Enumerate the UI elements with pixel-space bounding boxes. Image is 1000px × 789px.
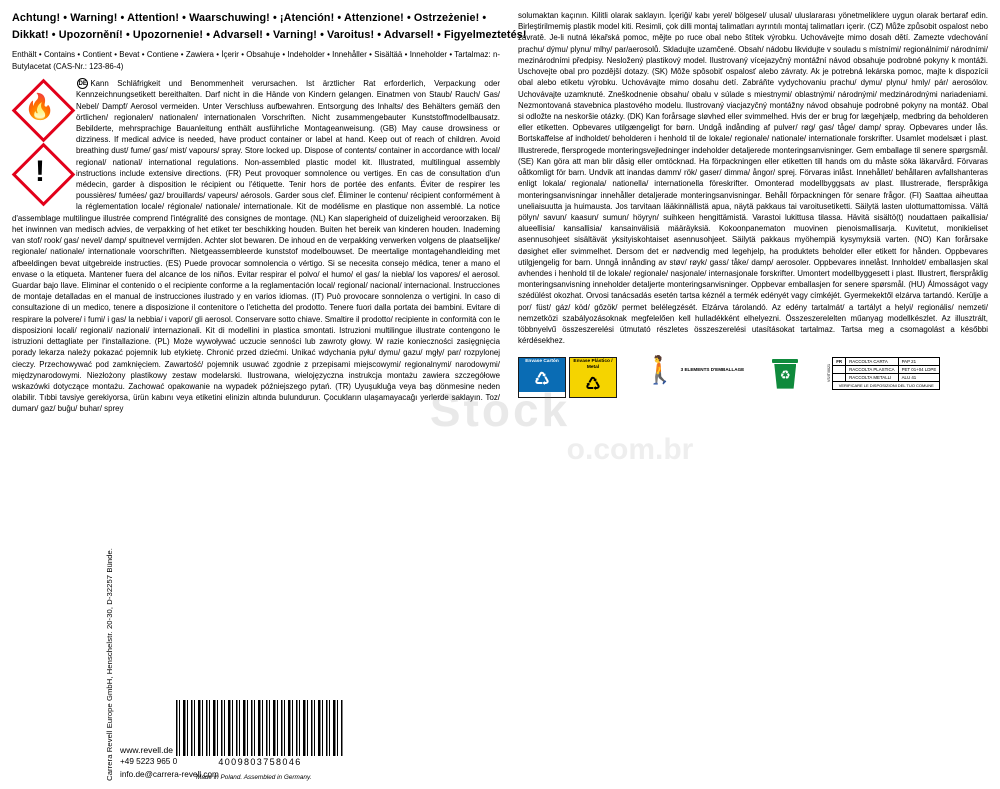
envase-carton-title: Envase Cartón [519, 358, 565, 366]
raccolta-cell: RACCOLTA PLASTICA [846, 365, 898, 373]
made-in-statement: Made in Poland. Assembled in Germany. [196, 774, 312, 781]
warning-headline [12, 10, 527, 43]
warning-headline-line-2: Dikkat! • Upozornění! • Upozornenie! • Advarsel! • Varning! • Varoitus! • Advarsel! • Figyelmeztetés! [12, 28, 527, 41]
envase-carton-symbol [518, 357, 566, 399]
email-address[interactable]: info.de@carrera-revell.com [120, 769, 219, 779]
left-safety-text: DE Kann Schläfrigkeit und Benommenheit verursachen. Ist ärztlicher Rat erforderlich, Verpackung oder Kennzeichnungsetikett bereithalten. Darf nicht in die Hände von Kindern gelangen. Einatmen von Staub/ Rauch/ Gas/ Nebel/ Dampf/ Aerosol vermeiden. Unter Verschluss aufbewahren. Entsorgung des Inhalts/ des Behälters gemäß den örtlichen/ regionalen/ nationalen/ internationalen Vorschriften. Nicht zusammengebauter Kunststoffmodellbausatz. Bebilderte, mehrsprachige Bauanleitung enthält ausführliche Montageanweisung. (GB) May cause drowsiness or dizziness. If medical advice is needed, have product container or label at hand. Keep out of reach of children. Avoid breathing dust/ fume/ gas/ mist/ vapours/ spray. Store locked up. Dispose of contents/ container in accordance with local/ regional/ national/ international regulations. Non-assembled plastic model kit. Illustrated, multilingual assembly instructions include extensive directions. (FR) Peut provoquer somnolence ou vertiges. En cas de consultation d'un médecin, garder à disposition le récipient ou l'étiquette. Tenir hors de portée des enfants. Éviter de respirer les poussières/ fumées/ gaz/ brouillards/ vapeurs/ aérosols. Garder sous clef. Éliminer le contenu/ récipient conformément à la réglementation locale/ régionale/ nationale/ internationale. Kit de modélisme en plastique non assemblé. La notice d'assemblage multilingue illustrée comprend l'intégralité des consignes de montage. (NL) Kan slaperigheid of duizeligheid veroorzaken. Bij het inwinnen van medisch advies, de verpakking of het etiket ter beschikking houden. Buiten het bereik van kinderen houden. Inademing van stof/ rook/ gas/ nevel/ damp/ spuitnevel vermijden. Achter slot bewaren. De inhoud en de verpakking verwerken volgens de plaatselijke/ regionale/ nationale/ internationale voorschriften. Nietgeassembleerde kunststof modelbouwset. De meertalige montagehandleiding met afbeeldingen bevat uitgebreide instructies. (ES) Puede provocar somnolencia o vértigo. Si se necesita consejo médica, tener a mano el envase o la etiqueta. Mantener fuera del alcance de los niños. Evitar respirar el polvo/ el humo/ el gas/ la niebla/ los vapores/ el aerosol. Guardar bajo llave. Eliminar el contenido o el recipiente conforme a la reglamentación local/ regional/ nacional/ internacional. Instrucciones de montaje detalladas en el manual de instrucciones ilustrado y en varios idiomas. (IT) Può provocare sonnolenza o vertigini. In caso di consultazione di un medico, tenere a disposizione il contenitore o l'etichetta del prodotto. Tenere fuori dalla portata dei bambini. Evitare di respirare la polvere/ i fumi/ i gas/ la nebbia/ i vapori/ gli aerosol. Conservare sotto chiave. Smaltire il prodotto/ recipiente in conformità con le disposizioni locali/ regionali/ nazionali/ internazionali. Kit di modellini in plastica smontati. Istruzioni multilingue illustrate contengono le istruzioni dettagliate per l'installazione. (PL) Może wywoływać uczucie senności lub zawroty głowy. W razie konieczności zasięgnięcia porady lekarza należy pokazać pojemnik lub etykietę. Chronić przed dziećmi. Unikać wdychania pyłu/ dymu/ gazu/ mgły/ par/ rozpylonej cieczy. Przechowywać pod zamknięciem. Zawartość/ pojemnik usuwać zgodnie z przepisami miejscowymi/ regionalnymi/ narodowymi/ międzynarodowymi. Niezłożony plastikowy zestaw modelarski. Ilustrowana, wielojęzyczna instrukcja montażu zawiera szczegółowe wskazówki dotyczące montażu. Zachować opakowanie na wypadek późniejszego pytań. (TR) Uyuşukluğa veya baş dönmesine neden olabilir. Tıbbi tavsiye gerekiyorsa, ürün kabını veya etiketini elinizin altında bulundurun. Çocukların ulaşamayacağı yerlerde saklayın. Toz/ duman/ gaz/ buğu/ buhar/ sprey [12, 78, 500, 414]
contains-statement: Enthält • Contains • Contient • Bevat • Contiene • Zawiera • İçerir • Obsahuje • Indeholder • Innehåller • Sisältää • Inneholder • Tartalmaz: n-Butylacetat (CAS-Nr.: 123-86-4) [12, 50, 500, 71]
two-column-layout [12, 10, 988, 779]
raccolta-cell: PET 01+04 LDPE [898, 365, 940, 373]
watermark-primary: Stock [429, 384, 571, 437]
tidyman-symbol [643, 354, 745, 385]
raccolta-cell [833, 365, 846, 373]
raccolta-cell: ALU 41 [898, 373, 940, 381]
exclamation-mark-icon: ! [12, 144, 68, 200]
envase-plastico-title: Envase Plástico / Metal [570, 358, 616, 372]
recycling-symbols-row [518, 354, 988, 399]
right-column [518, 10, 988, 779]
raccolta-cell: RACCOLTA CARTA [846, 357, 898, 365]
raccolta-cell [833, 373, 846, 381]
barcode-number: 4009803758046 [218, 757, 302, 767]
lang-badge-de: DE [77, 78, 88, 89]
warning-headline-line-1: Achtung! • Warning! • Attention! • Waarschuwing! • ¡Atención! • Attenzione! • Ostrzeżenie! • [12, 12, 487, 24]
green-recycling-bin-icon: ♻ [770, 357, 800, 391]
phone-number: +49 5223 965 0 [120, 757, 178, 767]
barcode-image [176, 700, 344, 756]
raccolta-footer: VERIFICARE LE DISPOSIZIONI DEL TUO COMUNE [832, 382, 940, 390]
table-row [833, 365, 940, 373]
company-address: Carrera Revell Europe GmbH, Henschelstr. 20-30, D-32257 Bünde. [105, 548, 114, 781]
raccolta-table-block [826, 357, 940, 390]
raccolta-side-code: VS/IT/0021 [827, 364, 832, 383]
barcode-block [176, 700, 344, 767]
tidyman-label: 3 ELEMENTS D'EMBALLAGE [680, 367, 745, 373]
raccolta-cell: FR [833, 357, 846, 365]
table-row [833, 373, 940, 381]
website-url[interactable]: www.revell.de [120, 744, 174, 755]
raccolta-table [832, 357, 940, 382]
tidyman-icon: 🚶 [643, 354, 677, 385]
recycle-bin-icon: ♺ [534, 369, 550, 389]
hazard-pictograms [12, 80, 68, 200]
right-safety-text: solumaktan kaçının. Kilitli olarak saklayın. İçeriği/ kabı yerel/ bölgesel/ ulusal/ uluslararası yönetmeliklere uygun olarak bertaraf edin. Birleştirilmemiş plastik model kiti. Resimli, çok dilli montaj talimatları ayrıntılı montaj talimatları içerir. (CZ) Může způsobit ospalost nebo závratě. Je-li nutná lékařská pomoc, mějte po ruce obal nebo štítek výrobku. Uchovávejte mimo dosah dětí. Zamezte vdechování prachu/ dýmu/ plynu/ mlhy/ par/aerosolů. Skladujte uzamčené. Obsah/ nádobu likvidujte v souladu s místními/ regionálními/ národními/ mezinárodními předpisy. Nesložený plastikový model. Ilustrovaný vícejazyčný montážní návod obsahuje podrobné pokyny k montáži. Uschovejte obal pro pozdější dotazy. (SK) Môže spôsobiť ospalosť alebo závraty. Ak je potrebná lekárska pomoc, majte k dispozícii obal alebo etiketu výrobku. Uchovávajte mimo dosahu detí. Zabráňte vydychovaniu prachu/ dymu/ plynu/ hmly/ pár/ aerosólov. Uchovávajte uzamknuté. Zneškodnenie obsahu/ obalu v súlade s miestnymi/ oblastnými/ národnými/ medzinárodnými nariadeniami. Nezmontovaná stavebnica plastového modelu. Ilustrovaný viacjazyčný montážny návod obsahuje podrobné pokyny na montáž. Obal si odložte na neskoršie otázky. (DK) Kan forårsage sløvhed eller svimmelhed. Hvis der er brug for lægehjælp, medbring da beholderen eller etiketten. Opbevares utilgængeligt for børn. Undgå indånding af pulver/ røg/ gas/ tåge/ damp/ spray. Opbevares under lås. Bortskaffelse af indholdet/ beholderen i henhold til de lokale/ regionale/ nationale/ internationale forskrifter. Usamlet modelsæt i plast. Illustrerede, flersprogede monteringsvejledninger indeholder detaljerede monteringsanvisninger. Gem emballage til senere spørgsmål. (SE) Kan göra att man blir dåsig eller omtöcknad. Ha förpackningen eller etiketten till hands om du måste söka läkarvård. Förvaras oåtkomligt för barn. Undvik att inandas damm/ rök/ gaser/ dimma/ ångor/ sprej. Förvaras inlåst. Innehållet/ behållaren avfallshanteras enligt lokala/ regionala/ nationella/ internationella föreskrifter. Omonterad modellbyggsats av plast. Illustrerade, flerspråkiga monteringsanvisningar innehåller detaljerade monteringsanvisningar. Behåll förpackningen för senare frågor. (FI) Saattaa aiheuttaa uneliaisuutta ja huimausta. Jos tarvitaan lääkinnällistä apua, näytä pakkaus tai varoitusetiketti. Säilytä lasten ulottumattomissa. Vältä pölyn/ savun/ kaasun/ sumun/ höyryn/ suihkeen hengittämistä. Varastoi lukittusa tilassa. Hävitä sisältö(t) noudattaen paikallisia/ alueellisia/ kansallisia/ kansainvälisiä määräyksiä. Kokoonpanematon muovinen pienoismallisarja. Kuvitetut, monikieliset asennusohjeet sisältävät yksityiskohtaiset asennusohjeet. Säilytä pakkaus myöhempiä kysymyksiä varten. (NO) Kan forårsake døsighet eller svimmelhet. Dersom det er nødvendig med legehjelp, ha produktets beholder eller etikett for hånden. Oppbevares utilgjengelig for barn. Unngå innånding av støv/ røyk/ gass/ tåke/ damp/ aerosoler. Oppbevares innelåst. Innholdet/ emballasjen skal avhendes i henhold til de lokale/ regionale/ nasjonale/ internasjonale forskrifter. Umontert modellbyggesett i plast. Illustrert, flerspråklig monteringsanvisning inneholder detaljerte monteringsanvisninger. Oppbevar emballasjen for senere spørsmål. (HU) Álmosságot vagy szédülést okozhat. Orvosi tanácsadás esetén tartsa kéznél a termék edényét vagy címkéjét. Gyermekektől elzárva tartandó. Kerülje a por/ füst/ gáz/ köd/ gőzök/ permet belélegzését. Elzárva tárolandó. Az edény tartalmát/ a tartályt a helyi/ regionális/ nemzeti/ nemzetközi szabályozásoknak megfelelően kell hulladékként elhelyezni. Összeszerelelten műanyag modellkészlet. Az illusztrált, többnyelvű összeszerelési útmutató részletes összeszerelési utasításokat tartalmaz. Tartsa meg a csomagolást a későbbi kérdésekhez. [518, 11, 988, 346]
table-row [833, 357, 940, 365]
raccolta-cell: PAP 21 [898, 357, 940, 365]
envase-plastico-symbol [569, 357, 617, 399]
watermark-secondary: o.com.br [566, 432, 694, 466]
flammable-icon: 🔥 [12, 80, 68, 136]
raccolta-cell: RACCOLTA METALLI [846, 373, 898, 381]
left-column [12, 10, 527, 779]
recycle-bin-icon-yellow: ♺ [585, 374, 601, 394]
envase-symbols [518, 357, 617, 399]
